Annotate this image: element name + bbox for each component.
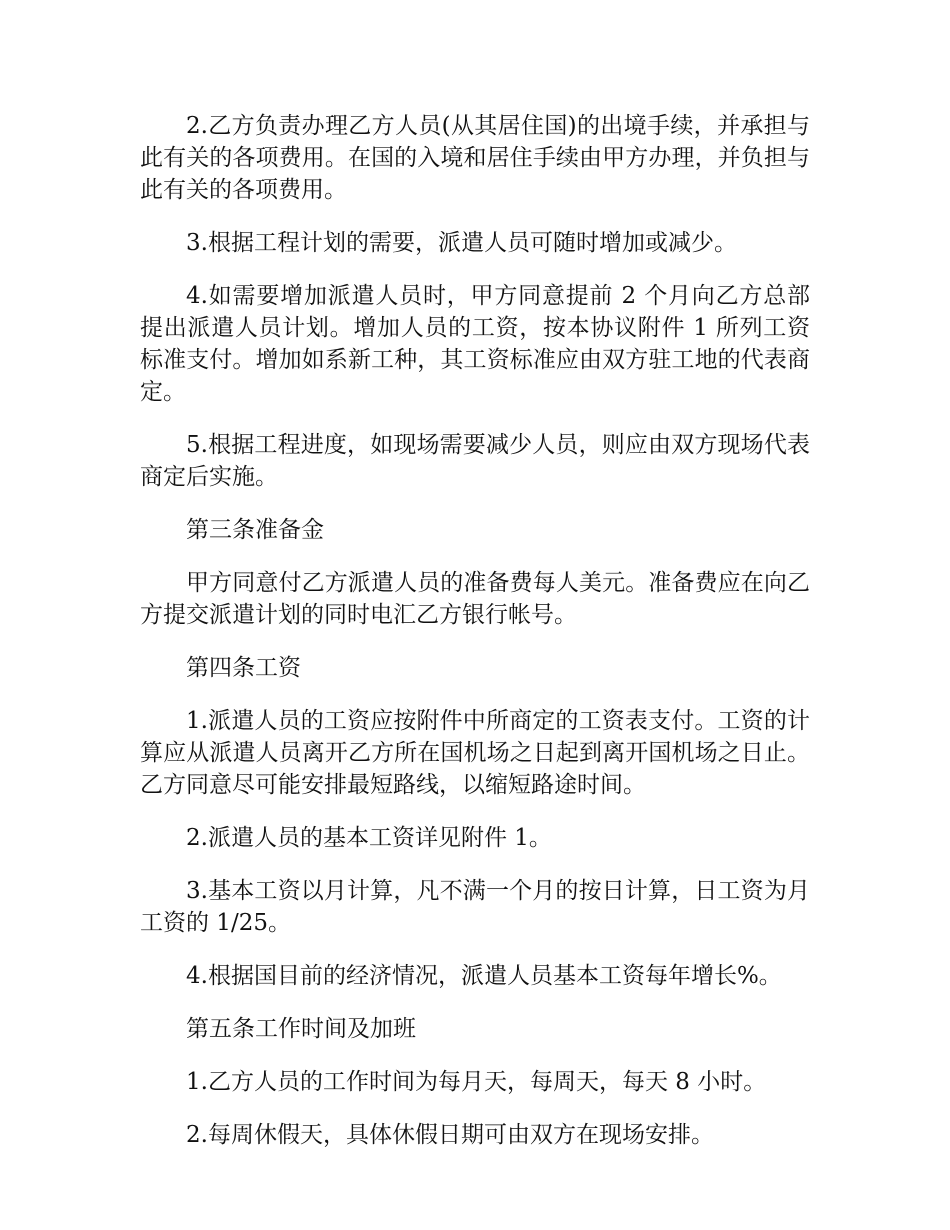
article-heading: 第四条工资 [186, 655, 301, 681]
clause-paragraph: 甲方同意付乙方派遣人员的准备费每人美元。准备费应在向乙方提交派遣计划的同时电汇乙方银行帐号。 [140, 570, 810, 628]
article-heading: 第三条准备金 [186, 517, 324, 543]
clause-paragraph: 1.乙方人员的工作时间为每月天，每周天，每天 8 小时。 [186, 1069, 767, 1095]
clause-paragraph: 1.派遣人员的工资应按附件中所商定的工资表支付。工资的计算应从派遣人员离开乙方所在国机场之日起到离开国机场之日止。乙方同意尽可能安排最短路线，以缩短路途时间。 [140, 708, 810, 798]
clause-paragraph: 2.每周休假天，具体休假日期可由双方在现场安排。 [186, 1122, 714, 1148]
document-body [140, 110, 810, 1172]
clause-paragraph: 2.派遣人员的基本工资详见附件 1。 [186, 825, 552, 851]
clause-paragraph: 3.根据工程计划的需要，派遣人员可随时增加或减少。 [186, 230, 737, 256]
clause-paragraph: 3.基本工资以月计算，凡不满一个月的按日计算，日工资为月工资的 1/25。 [140, 878, 810, 936]
article-heading: 第五条工作时间及加班 [186, 1016, 416, 1042]
clause-paragraph: 4.根据国目前的经济情况，派遣人员基本工资每年增长%。 [186, 963, 782, 989]
clause-paragraph: 2.乙方负责办理乙方人员(从其居住国)的出境手续，并承担与此有关的各项费用。在国的入境和居住手续由甲方办理，并负担与此有关的各项费用。 [140, 113, 810, 203]
clause-paragraph: 5.根据工程进度，如现场需要减少人员，则应由双方现场代表商定后实施。 [140, 432, 810, 490]
clause-paragraph: 4.如需要增加派遣人员时，甲方同意提前 2 个月向乙方总部提出派遣人员计划。增加人员的工资，按本协议附件 1 所列工资标准支付。增加如系新工种，其工资标准应由双方驻工地的代表商定。 [140, 283, 810, 405]
